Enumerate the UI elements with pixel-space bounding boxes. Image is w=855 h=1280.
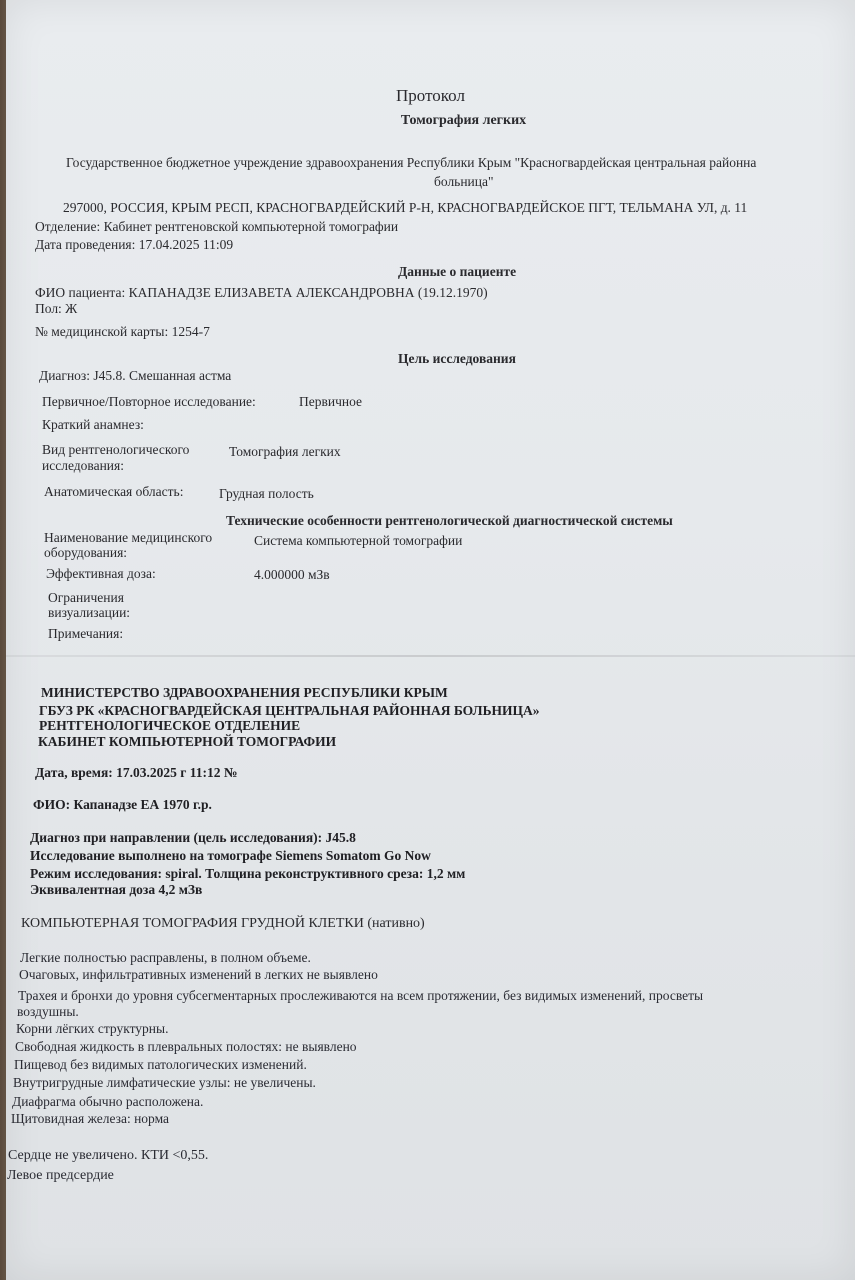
scan-mode: Режим исследования: spiral. Толщина реконструктивного среза: 1,2 мм — [30, 866, 466, 881]
patient-data-header: Данные о пациенте — [398, 264, 517, 279]
heart-finding: Сердце не увеличено. КТИ <0,55. — [8, 1148, 209, 1163]
finding-item: Трахея и бронхи до уровня субсегментарных прослеживаются на всем протяжении, без видимых изменений, просветы — [18, 988, 704, 1003]
finding-item: Диафрагма обычно расположена. — [12, 1094, 204, 1109]
paper-fold — [6, 655, 855, 657]
department: Отделение: Кабинет рентгеновской компьютерной томографии — [35, 219, 399, 234]
medical-card: № медицинской карты: 1254-7 — [35, 324, 210, 339]
procedure-date: Дата проведения: 17.04.2025 11:09 — [35, 237, 234, 252]
primary-label: Первичное/Повторное исследование: — [42, 394, 256, 409]
address: 297000, РОССИЯ, КРЫМ РЕСП, КРАСНОГВАРДЕЙСКИЙ Р-Н, КРАСНОГВАРДЕЙСКОЕ ПГТ, ТЕЛЬМАНА УЛ, д. 11 — [63, 200, 748, 215]
finding-item: Внутригрудные лимфатические узлы: не увеличены. — [13, 1075, 316, 1090]
equipment-value: Система компьютерной томографии — [254, 533, 463, 548]
finding-item: Корни лёгких структурны. — [16, 1021, 169, 1036]
hospital-name: ГБУЗ РК «КРАСНОГВАРДЕЙСКАЯ ЦЕНТРАЛЬНАЯ РАЙОННАЯ БОЛЬНИЦА» — [39, 703, 540, 718]
ct-section-title: КОМПЬЮТЕРНАЯ ТОМОГРАФИЯ ГРУДНОЙ КЛЕТКИ (нативно) — [21, 916, 425, 931]
ministry-name: МИНИСТЕРСТВО ЗДРАВООХРАНЕНИЯ РЕСПУБЛИКИ КРЫМ — [41, 685, 448, 700]
referral-diagnosis: Диагноз при направлении (цель исследования): J45.8 — [30, 830, 356, 845]
anamnesis-label: Краткий анамнез: — [42, 417, 144, 432]
equipment-label-2: оборудования: — [44, 545, 128, 560]
institution-line-1: Государственное бюджетное учреждение здравоохранения Республики Крым "Красногвардейская центральная районна — [66, 155, 757, 170]
xray-type-label-2: исследования: — [42, 458, 124, 473]
department-name: РЕНТГЕНОЛОГИЧЕСКОЕ ОТДЕЛЕНИЕ — [39, 718, 301, 733]
dose-value: 4.000000 мЗв — [254, 567, 330, 582]
limits-label-2: визуализации: — [48, 605, 131, 620]
cabinet-name: КАБИНЕТ КОМПЬЮТЕРНОЙ ТОМОГРАФИИ — [38, 734, 337, 749]
scanner-model: Исследование выполнено на томографе Siemens Somatom Go Now — [30, 848, 431, 863]
xray-type-value: Томография легких — [229, 444, 341, 459]
finding-item: Свободная жидкость в плевральных полостях: не выявлено — [15, 1039, 357, 1054]
patient-name: ФИО пациента: КАПАНАДЗЕ ЕЛИЗАВЕТА АЛЕКСАНДРОВНА (19.12.1970) — [35, 285, 488, 300]
left-atrium-finding: Левое предсердие — [7, 1168, 114, 1183]
finding-item: Пищевод без видимых патологических изменений. — [14, 1057, 307, 1072]
document-page — [6, 0, 855, 1280]
limits-label-1: Ограничения — [48, 590, 124, 605]
dose-label: Эффективная доза: — [46, 566, 156, 581]
equivalent-dose: Эквивалентная доза 4,2 мЗв — [30, 882, 203, 897]
purpose-header: Цель исследования — [398, 351, 516, 366]
notes-label: Примечания: — [48, 626, 124, 641]
primary-value: Первичное — [299, 394, 363, 409]
institution-line-2: больница" — [434, 174, 494, 189]
finding-item: воздушны. — [17, 1004, 79, 1019]
anatomy-value: Грудная полость — [219, 486, 314, 501]
finding-item: Очаговых, инфильтративных изменений в легких не выявлено — [19, 967, 378, 982]
report-fio: ФИО: Капанадзе ЕА 1970 г.р. — [33, 797, 212, 812]
finding-item: Легкие полностью расправлены, в полном объеме. — [20, 950, 311, 965]
patient-sex: Пол: Ж — [35, 301, 78, 316]
protocol-subtitle: Томография легких — [400, 113, 527, 128]
equipment-label-1: Наименование медицинского — [44, 530, 213, 545]
protocol-title: Протокол — [396, 86, 465, 105]
anatomy-label: Анатомическая область: — [44, 484, 184, 499]
finding-item: Щитовидная железа: норма — [11, 1111, 170, 1126]
xray-type-label-1: Вид рентгенологического — [42, 442, 190, 457]
report-datetime: Дата, время: 17.03.2025 г 11:12 № — [35, 765, 238, 780]
diagnosis: Диагноз: J45.8. Смешанная астма — [39, 368, 232, 383]
tech-header: Технические особенности рентгенологической диагностической системы — [226, 513, 673, 528]
